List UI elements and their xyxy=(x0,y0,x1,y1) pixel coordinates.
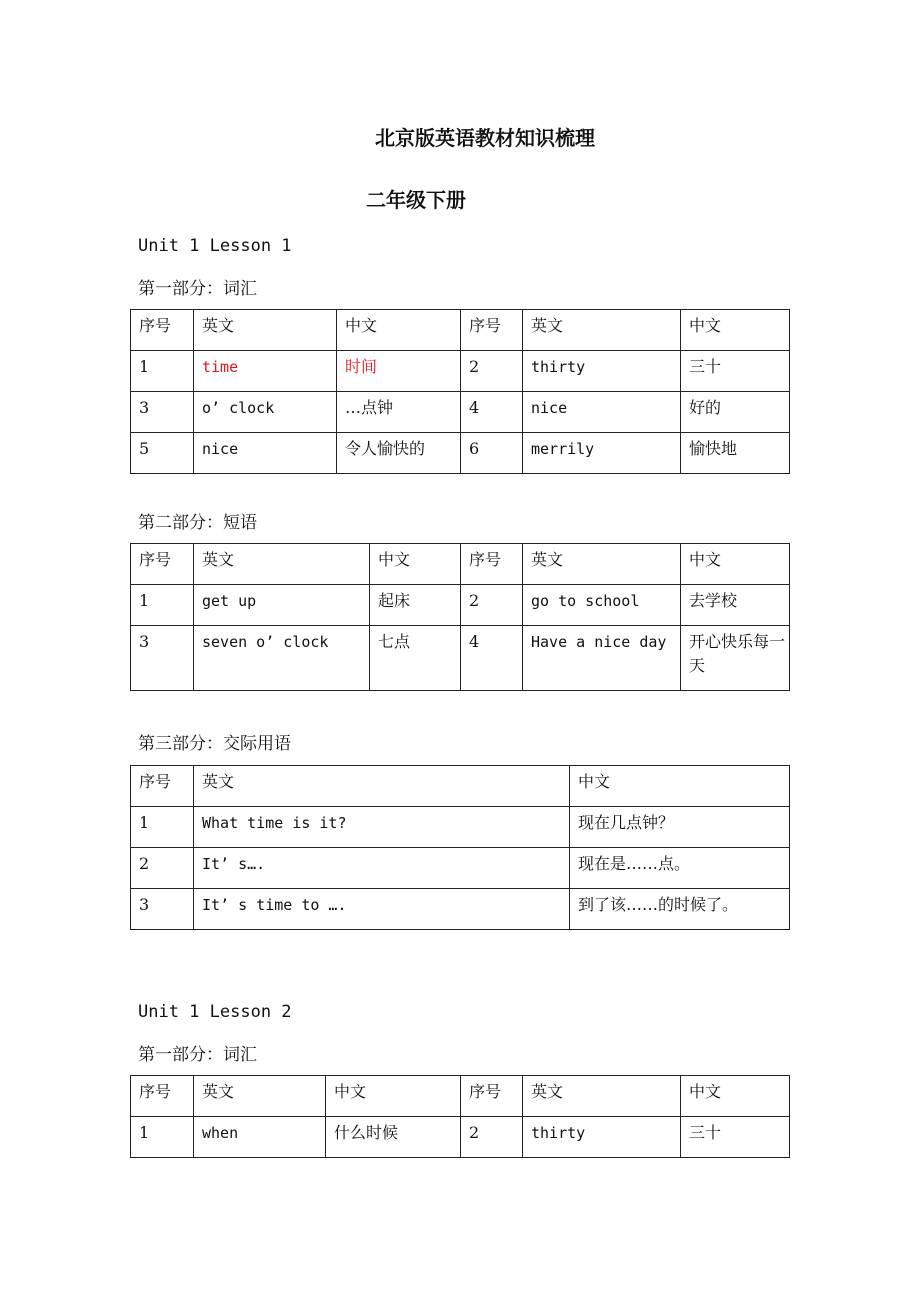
expressions-table xyxy=(130,765,790,930)
header-cell: 英文 xyxy=(194,544,370,585)
table-cell: 1 xyxy=(131,1117,194,1158)
table-cell: 3 xyxy=(131,626,194,691)
table-row xyxy=(131,433,790,474)
table-cell: It’ s…. xyxy=(194,848,570,889)
table-cell: 去学校 xyxy=(681,585,790,626)
header-cell: 中文 xyxy=(681,1076,790,1117)
phrases-table xyxy=(130,543,790,691)
table-cell: 令人愉快的 xyxy=(337,433,461,474)
table-row xyxy=(131,889,790,930)
table-cell: 愉快地 xyxy=(681,433,790,474)
section-heading: 第一部分：词汇 xyxy=(138,279,257,299)
table-cell: 三十 xyxy=(681,351,790,392)
table-cell: Have a nice day xyxy=(523,626,681,691)
table-cell: 2 xyxy=(461,1117,523,1158)
table-row xyxy=(131,848,790,889)
table-header-row xyxy=(131,310,790,351)
header-cell: 序号 xyxy=(131,1076,194,1117)
table-cell: get up xyxy=(194,585,370,626)
table-cell: 开心快乐每一天 xyxy=(681,626,790,691)
table-cell: 2 xyxy=(461,585,523,626)
table-cell: 现在几点钟？ xyxy=(570,807,790,848)
table-row xyxy=(131,626,790,691)
table-cell: when xyxy=(194,1117,326,1158)
document-subtitle: 二年级下册 xyxy=(366,188,466,212)
header-cell: 中文 xyxy=(337,310,461,351)
header-cell: 中文 xyxy=(570,766,790,807)
header-cell: 英文 xyxy=(523,310,681,351)
document-title: 北京版英语教材知识梳理 xyxy=(375,126,595,150)
table-cell: 3 xyxy=(131,889,194,930)
table-cell: 七点 xyxy=(370,626,461,691)
table-row xyxy=(131,1117,790,1158)
header-cell: 中文 xyxy=(681,544,790,585)
table-cell: What time is it? xyxy=(194,807,570,848)
table-header-row xyxy=(131,544,790,585)
table-cell: 2 xyxy=(131,848,194,889)
table-cell: 什么时候 xyxy=(326,1117,461,1158)
table-cell: thirty xyxy=(523,351,681,392)
header-cell: 中文 xyxy=(326,1076,461,1117)
table-cell: merrily xyxy=(523,433,681,474)
table-cell: 好的 xyxy=(681,392,790,433)
table-cell: 起床 xyxy=(370,585,461,626)
table-row xyxy=(131,351,790,392)
table-cell: 现在是……点。 xyxy=(570,848,790,889)
table-cell: 1 xyxy=(131,807,194,848)
header-cell: 英文 xyxy=(194,310,337,351)
header-cell: 英文 xyxy=(194,1076,326,1117)
header-cell: 英文 xyxy=(523,1076,681,1117)
table-cell: 到了该……的时候了。 xyxy=(570,889,790,930)
table-cell: seven o’ clock xyxy=(194,626,370,691)
header-cell: 中文 xyxy=(370,544,461,585)
header-cell: 中文 xyxy=(681,310,790,351)
unit-heading: Unit 1 Lesson 2 xyxy=(138,1002,292,1022)
section-heading: 第一部分：词汇 xyxy=(138,1045,257,1065)
table-header-row xyxy=(131,766,790,807)
header-cell: 序号 xyxy=(131,310,194,351)
unit-heading: Unit 1 Lesson 1 xyxy=(138,236,292,256)
table-cell: 5 xyxy=(131,433,194,474)
section-heading: 第三部分：交际用语 xyxy=(138,734,291,754)
table-cell: 4 xyxy=(461,392,523,433)
table-cell: 1 xyxy=(131,351,194,392)
table-cell: 4 xyxy=(461,626,523,691)
table-cell: 6 xyxy=(461,433,523,474)
header-cell: 英文 xyxy=(523,544,681,585)
table-cell: …点钟 xyxy=(337,392,461,433)
table-cell: nice xyxy=(523,392,681,433)
table-cell: 2 xyxy=(461,351,523,392)
vocab-table xyxy=(130,309,790,474)
header-cell: 序号 xyxy=(131,766,194,807)
table-header-row xyxy=(131,1076,790,1117)
table-row xyxy=(131,585,790,626)
header-cell: 序号 xyxy=(461,544,523,585)
vocab-table xyxy=(130,1075,790,1158)
header-cell: 序号 xyxy=(131,544,194,585)
table-cell: nice xyxy=(194,433,337,474)
table-cell: go to school xyxy=(523,585,681,626)
table-cell: It’ s time to …. xyxy=(194,889,570,930)
table-cell: 3 xyxy=(131,392,194,433)
table-cell: time xyxy=(194,351,337,392)
table-row xyxy=(131,392,790,433)
table-cell: 时间 xyxy=(337,351,461,392)
table-cell: 三十 xyxy=(681,1117,790,1158)
table-cell: thirty xyxy=(523,1117,681,1158)
header-cell: 英文 xyxy=(194,766,570,807)
table-cell: 1 xyxy=(131,585,194,626)
section-heading: 第二部分：短语 xyxy=(138,513,257,533)
table-row xyxy=(131,807,790,848)
table-cell: o’ clock xyxy=(194,392,337,433)
header-cell: 序号 xyxy=(461,1076,523,1117)
header-cell: 序号 xyxy=(461,310,523,351)
